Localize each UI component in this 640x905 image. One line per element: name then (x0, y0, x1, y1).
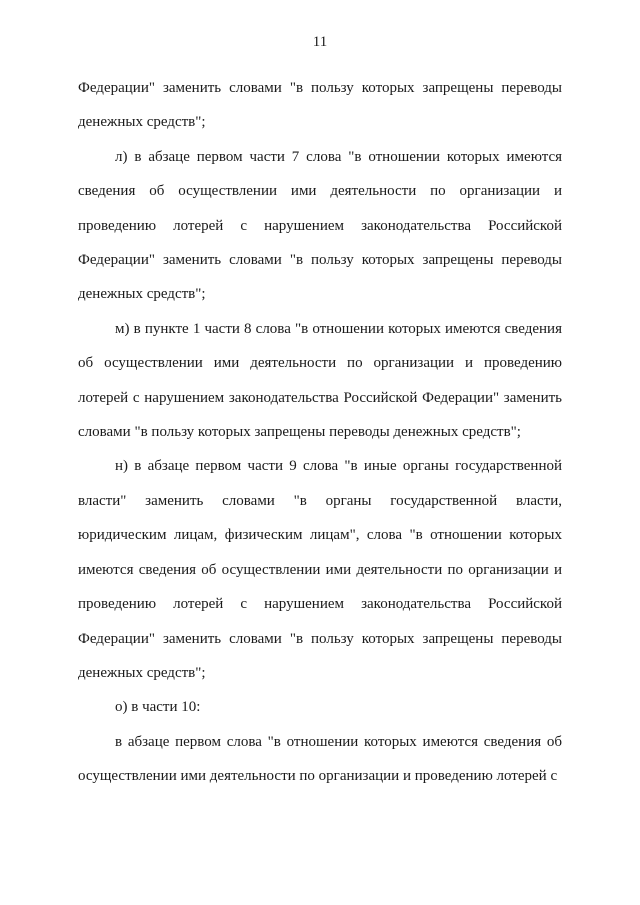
paragraph-item-l: л) в абзаце первом части 7 слова "в отношении которых имеются сведения об осуществлении ими деятельности по организации и проведению лотерей с нарушением законодательства Российской Федерации" заменить словами "в пользу которых запрещены переводы денежных средств"; (78, 148, 562, 303)
paragraph-item-o: о) в части 10: (115, 699, 201, 716)
paragraph-item-m: м) в пункте 1 части 8 слова "в отношении которых имеются сведения об осуществлении ими деятельности по организации и проведению лотерей с нарушением законодательства Российской Федерации" заменить словами "в пользу которых запрещены переводы денежных средств"; (78, 320, 562, 441)
paragraph-item-n: н) в абзаце первом части 9 слова "в иные органы государственной власти" заменить словами "в органы государственной власти, юридическим лицам, физическим лицам", слова "в отношении которых имеются сведения об осуществлении ими деятельности по организации и проведению лотерей с нарушением законодательства Российской Федерации" заменить словами "в пользу которых запрещены переводы денежных средств"; (78, 458, 562, 681)
document-body (78, 71, 562, 794)
paragraph-continuation: Федерации" заменить словами "в пользу которых запрещены переводы денежных средств"; (78, 80, 562, 131)
page-number: 11 (312, 34, 328, 50)
paragraph-subitem: в абзаце первом слова "в отношении которых имеются сведения об осуществлении ими деятельности по организации и проведению лотерей с (78, 733, 562, 785)
